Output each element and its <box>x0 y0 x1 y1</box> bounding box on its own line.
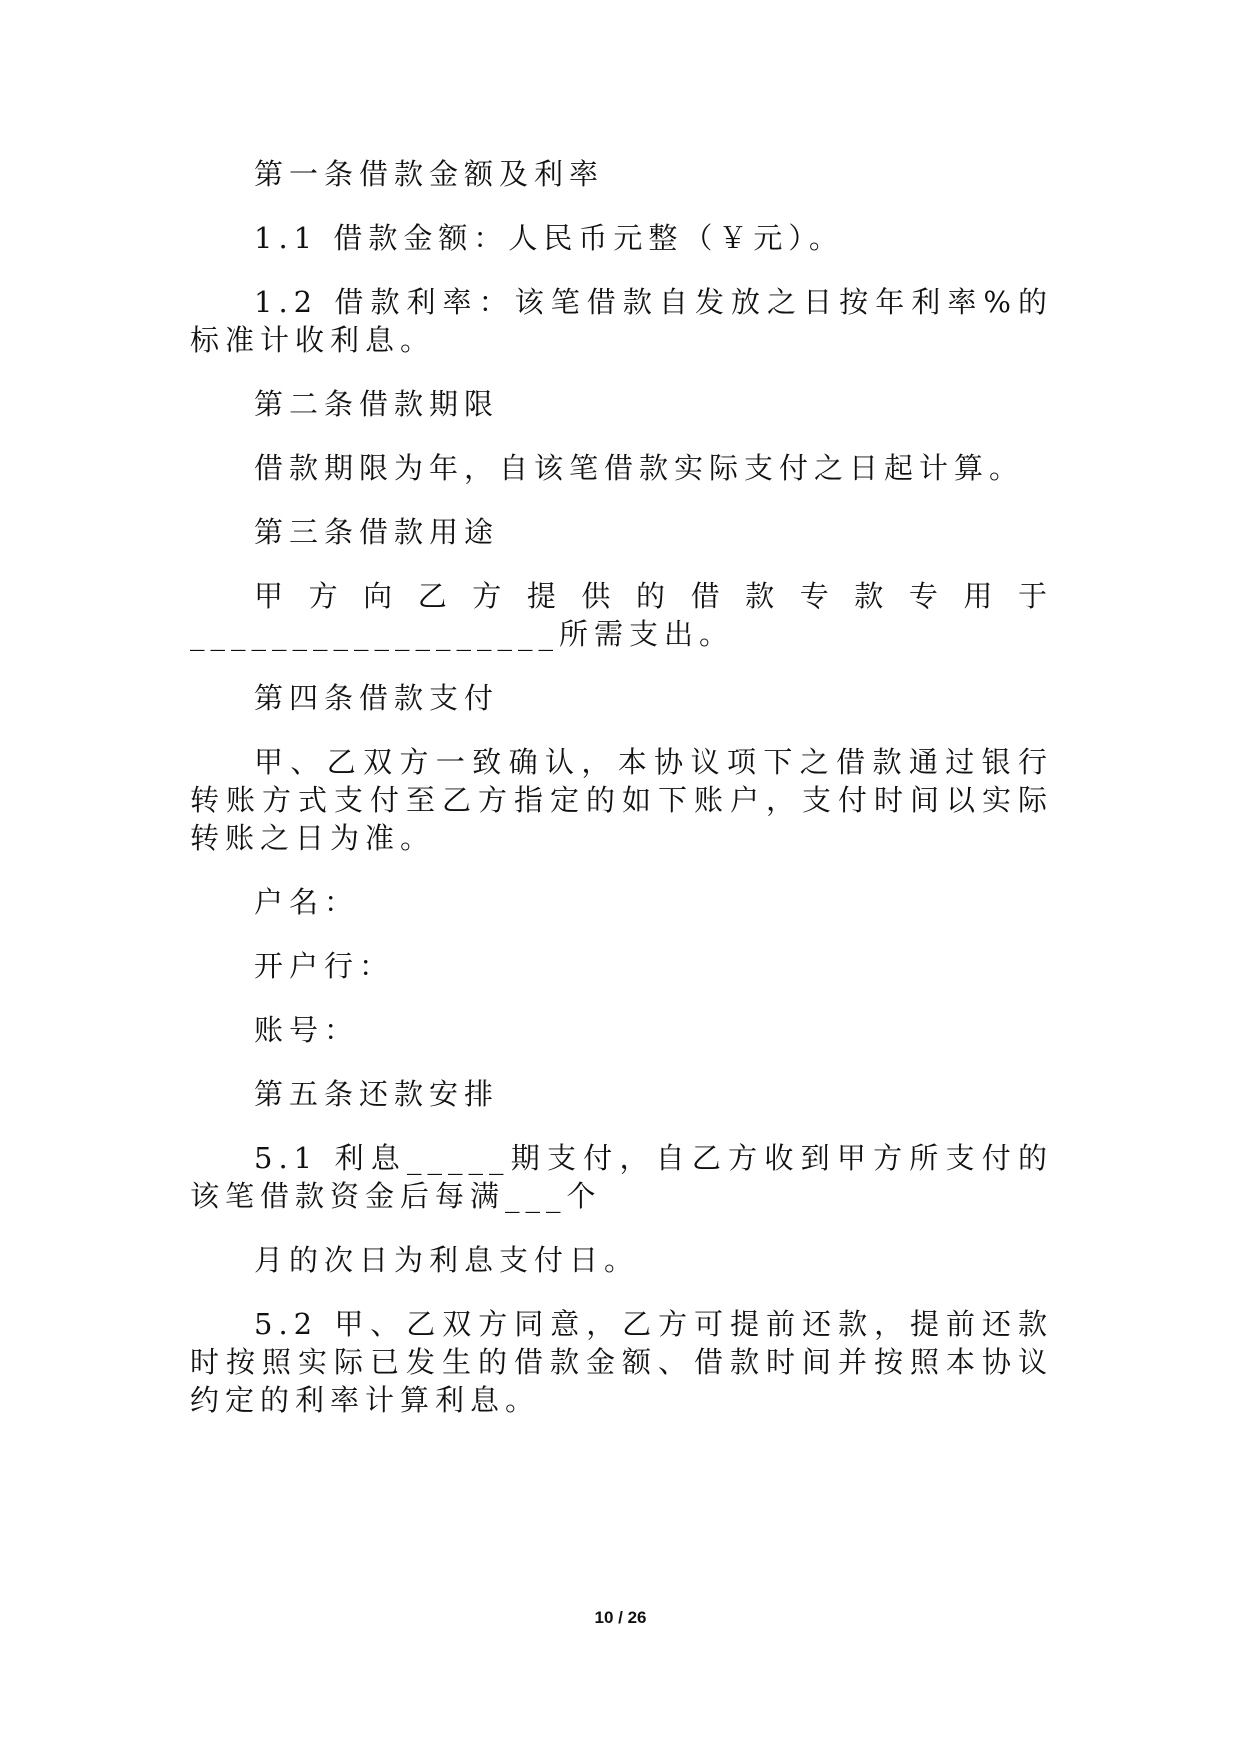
clause-1-1: 1.1 借款金额：人民币元整（￥元）。 <box>254 221 844 255</box>
account-name-field: 户名： <box>254 885 360 919</box>
bank-field: 开户行： <box>254 949 395 983</box>
clause-2-body: 借款期限为年，自该笔借款实际支付之日起计算。 <box>254 451 1025 485</box>
clause-4-body: 甲、乙双方一致确认，本协议项下之借款通过银行转账方式支付至乙方指定的如下账户，支付时间以实际转账之日为准。 <box>190 745 1053 855</box>
section-heading-5: 第五条还款安排 <box>254 1077 500 1111</box>
clause-5-2: 5.2 甲、乙双方同意，乙方可提前还款，提前还款时按照实际已发生的借款金额、借款时间并按照本协议约定的利率计算利息。 <box>190 1307 1053 1417</box>
clause-3-body: 甲方向乙方提供的借款专款专用于__________________所需支出。 <box>190 579 1053 651</box>
clause-5-1: 5.1 利息_____期支付，自乙方收到甲方所支付的该笔借款资金后每满___个 <box>190 1141 1053 1213</box>
page-number: 10 / 26 <box>594 1608 647 1627</box>
clause-5-1-continued: 月的次日为利息支付日。 <box>254 1243 640 1277</box>
section-heading-1: 第一条借款金额及利率 <box>254 157 605 191</box>
clause-1-2: 1.2 借款利率：该笔借款自发放之日按年利率%的标准计收利息。 <box>190 285 1053 357</box>
section-heading-3: 第三条借款用途 <box>254 515 500 549</box>
section-heading-2: 第二条借款期限 <box>254 387 500 421</box>
document-body <box>190 155 1053 1445</box>
section-heading-4: 第四条借款支付 <box>254 681 500 715</box>
account-number-field: 账号： <box>254 1013 360 1047</box>
